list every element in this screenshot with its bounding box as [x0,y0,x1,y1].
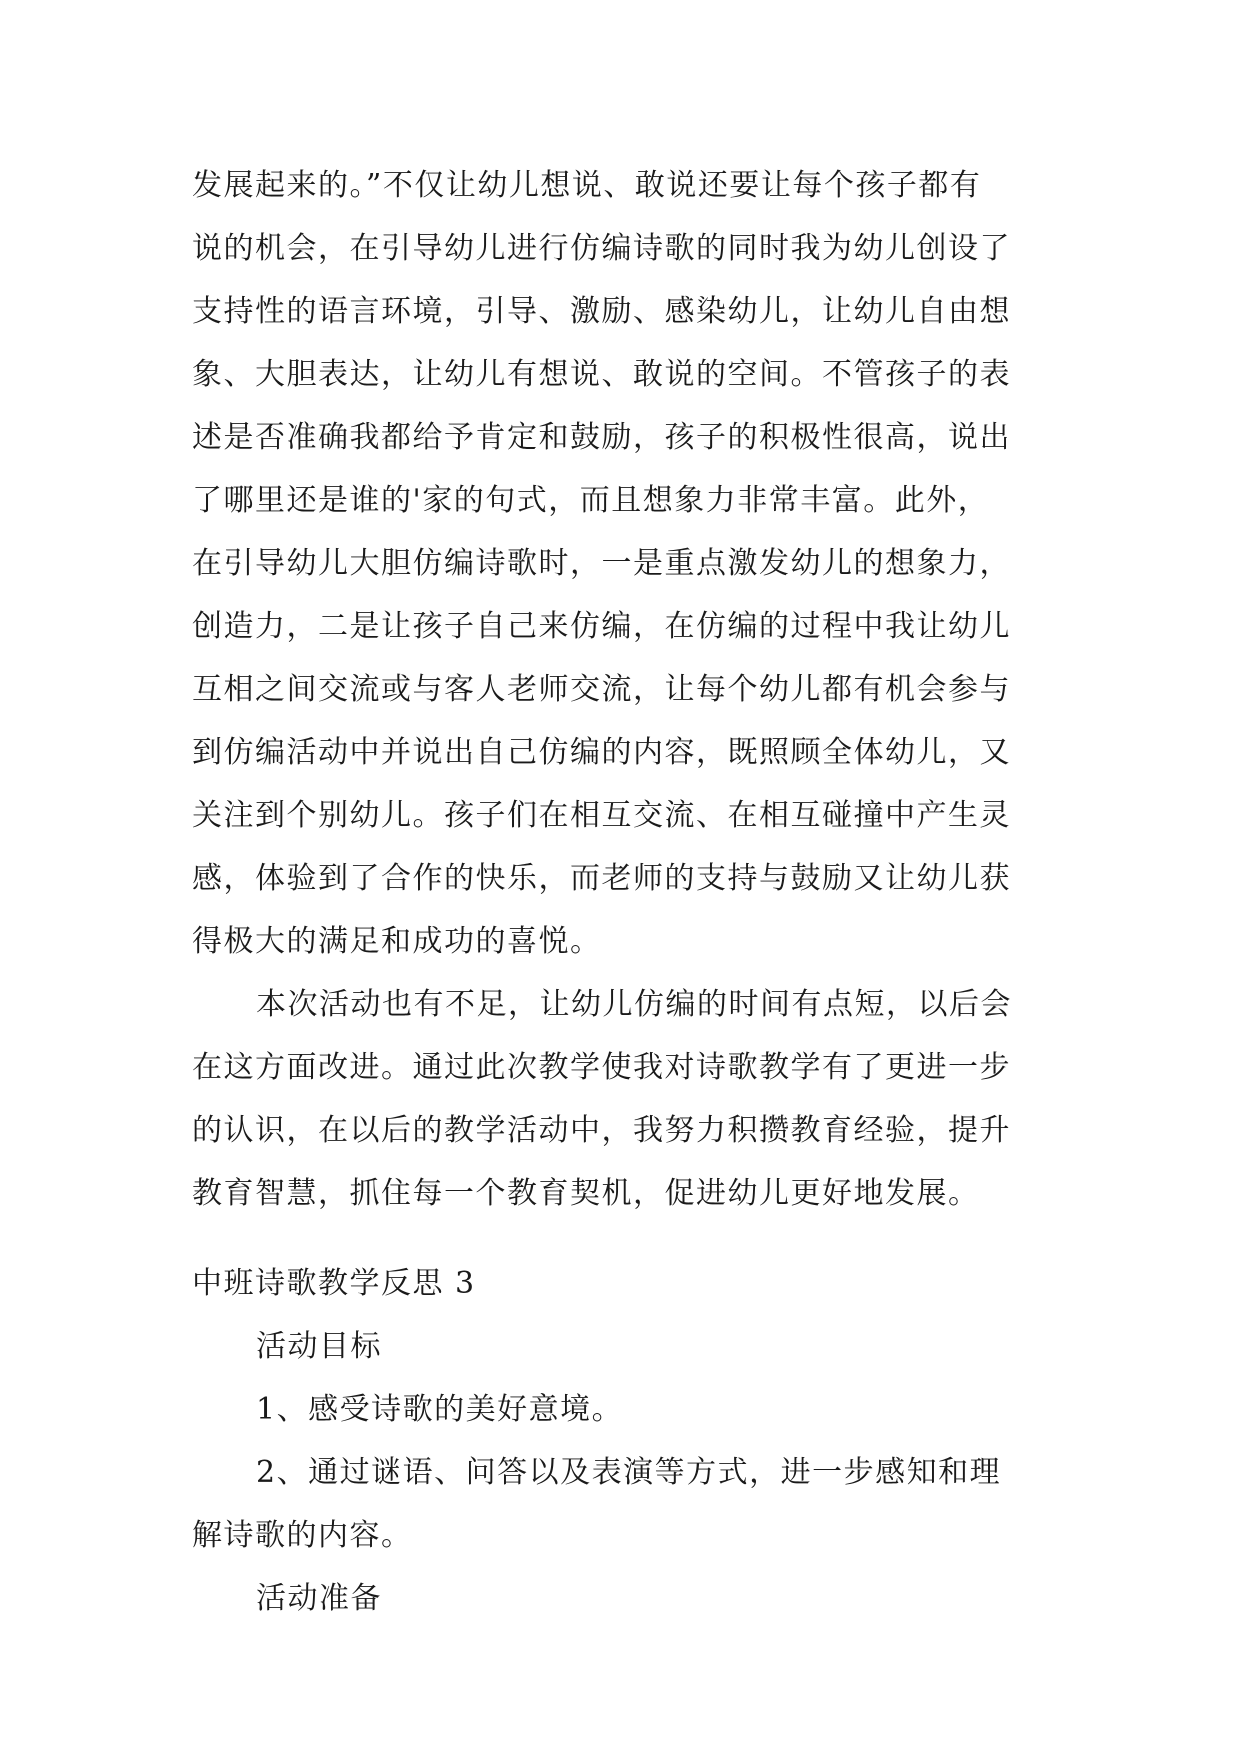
text-line: 说的机会，在引导幼儿进行仿编诗歌的同时我为幼儿创设了 [192,231,1011,266]
text-line: 本次活动也有不足，让幼儿仿编的时间有点短，以后会 [256,987,1012,1022]
text-line: 关注到个别幼儿。孩子们在相互交流、在相互碰撞中产生灵 [192,798,1011,833]
text-line: 在引导幼儿大胆仿编诗歌时，一是重点激发幼儿的想象力， [192,546,1011,581]
text-line: 了哪里还是谁的'家的句式，而且想象力非常丰富。此外， [192,483,990,518]
text-line: 在这方面改进。通过此次教学使我对诗歌教学有了更进一步 [192,1050,1011,1085]
text-line: 述是否准确我都给予肯定和鼓励，孩子的积极性很高，说出 [192,420,1011,455]
text-line: 的认识，在以后的教学活动中，我努力积攒教育经验，提升 [192,1113,1011,1148]
text-line: 感，体验到了合作的快乐，而老师的支持与鼓励又让幼儿获 [192,861,1011,896]
goals-heading: 活动目标 [256,1329,382,1364]
text-line: 象、大胆表达，让幼儿有想说、敢说的空间。不管孩子的表 [192,357,1011,392]
text-line: 创造力，二是让孩子自己来仿编，在仿编的过程中我让幼儿 [192,609,1011,644]
text-line: 解诗歌的内容。 [192,1518,413,1553]
text-line: 支持性的语言环境，引导、激励、感染幼儿，让幼儿自由想 [192,294,1011,329]
text-line: 得极大的满足和成功的喜悦。 [192,924,602,959]
prep-heading: 活动准备 [256,1581,382,1616]
section-title: 中班诗歌教学反思 3 [192,1266,476,1301]
text-line: 互相之间交流或与客人老师交流，让每个幼儿都有机会参与 [192,672,1011,707]
text-line: 到仿编活动中并说出自己仿编的内容，既照顾全体幼儿，又 [192,735,1011,770]
goal-item-1: 1、感受诗歌的美好意境。 [256,1392,624,1427]
text-line: 发展起来的。”不仅让幼儿想说、敢说还要让每个孩子都有 [192,168,982,203]
text-line: 2、通过谜语、问答以及表演等方式，进一步感知和理 [256,1455,1002,1490]
text-line: 教育智慧，抓住每一个教育契机，促进幼儿更好地发展。 [192,1176,980,1211]
